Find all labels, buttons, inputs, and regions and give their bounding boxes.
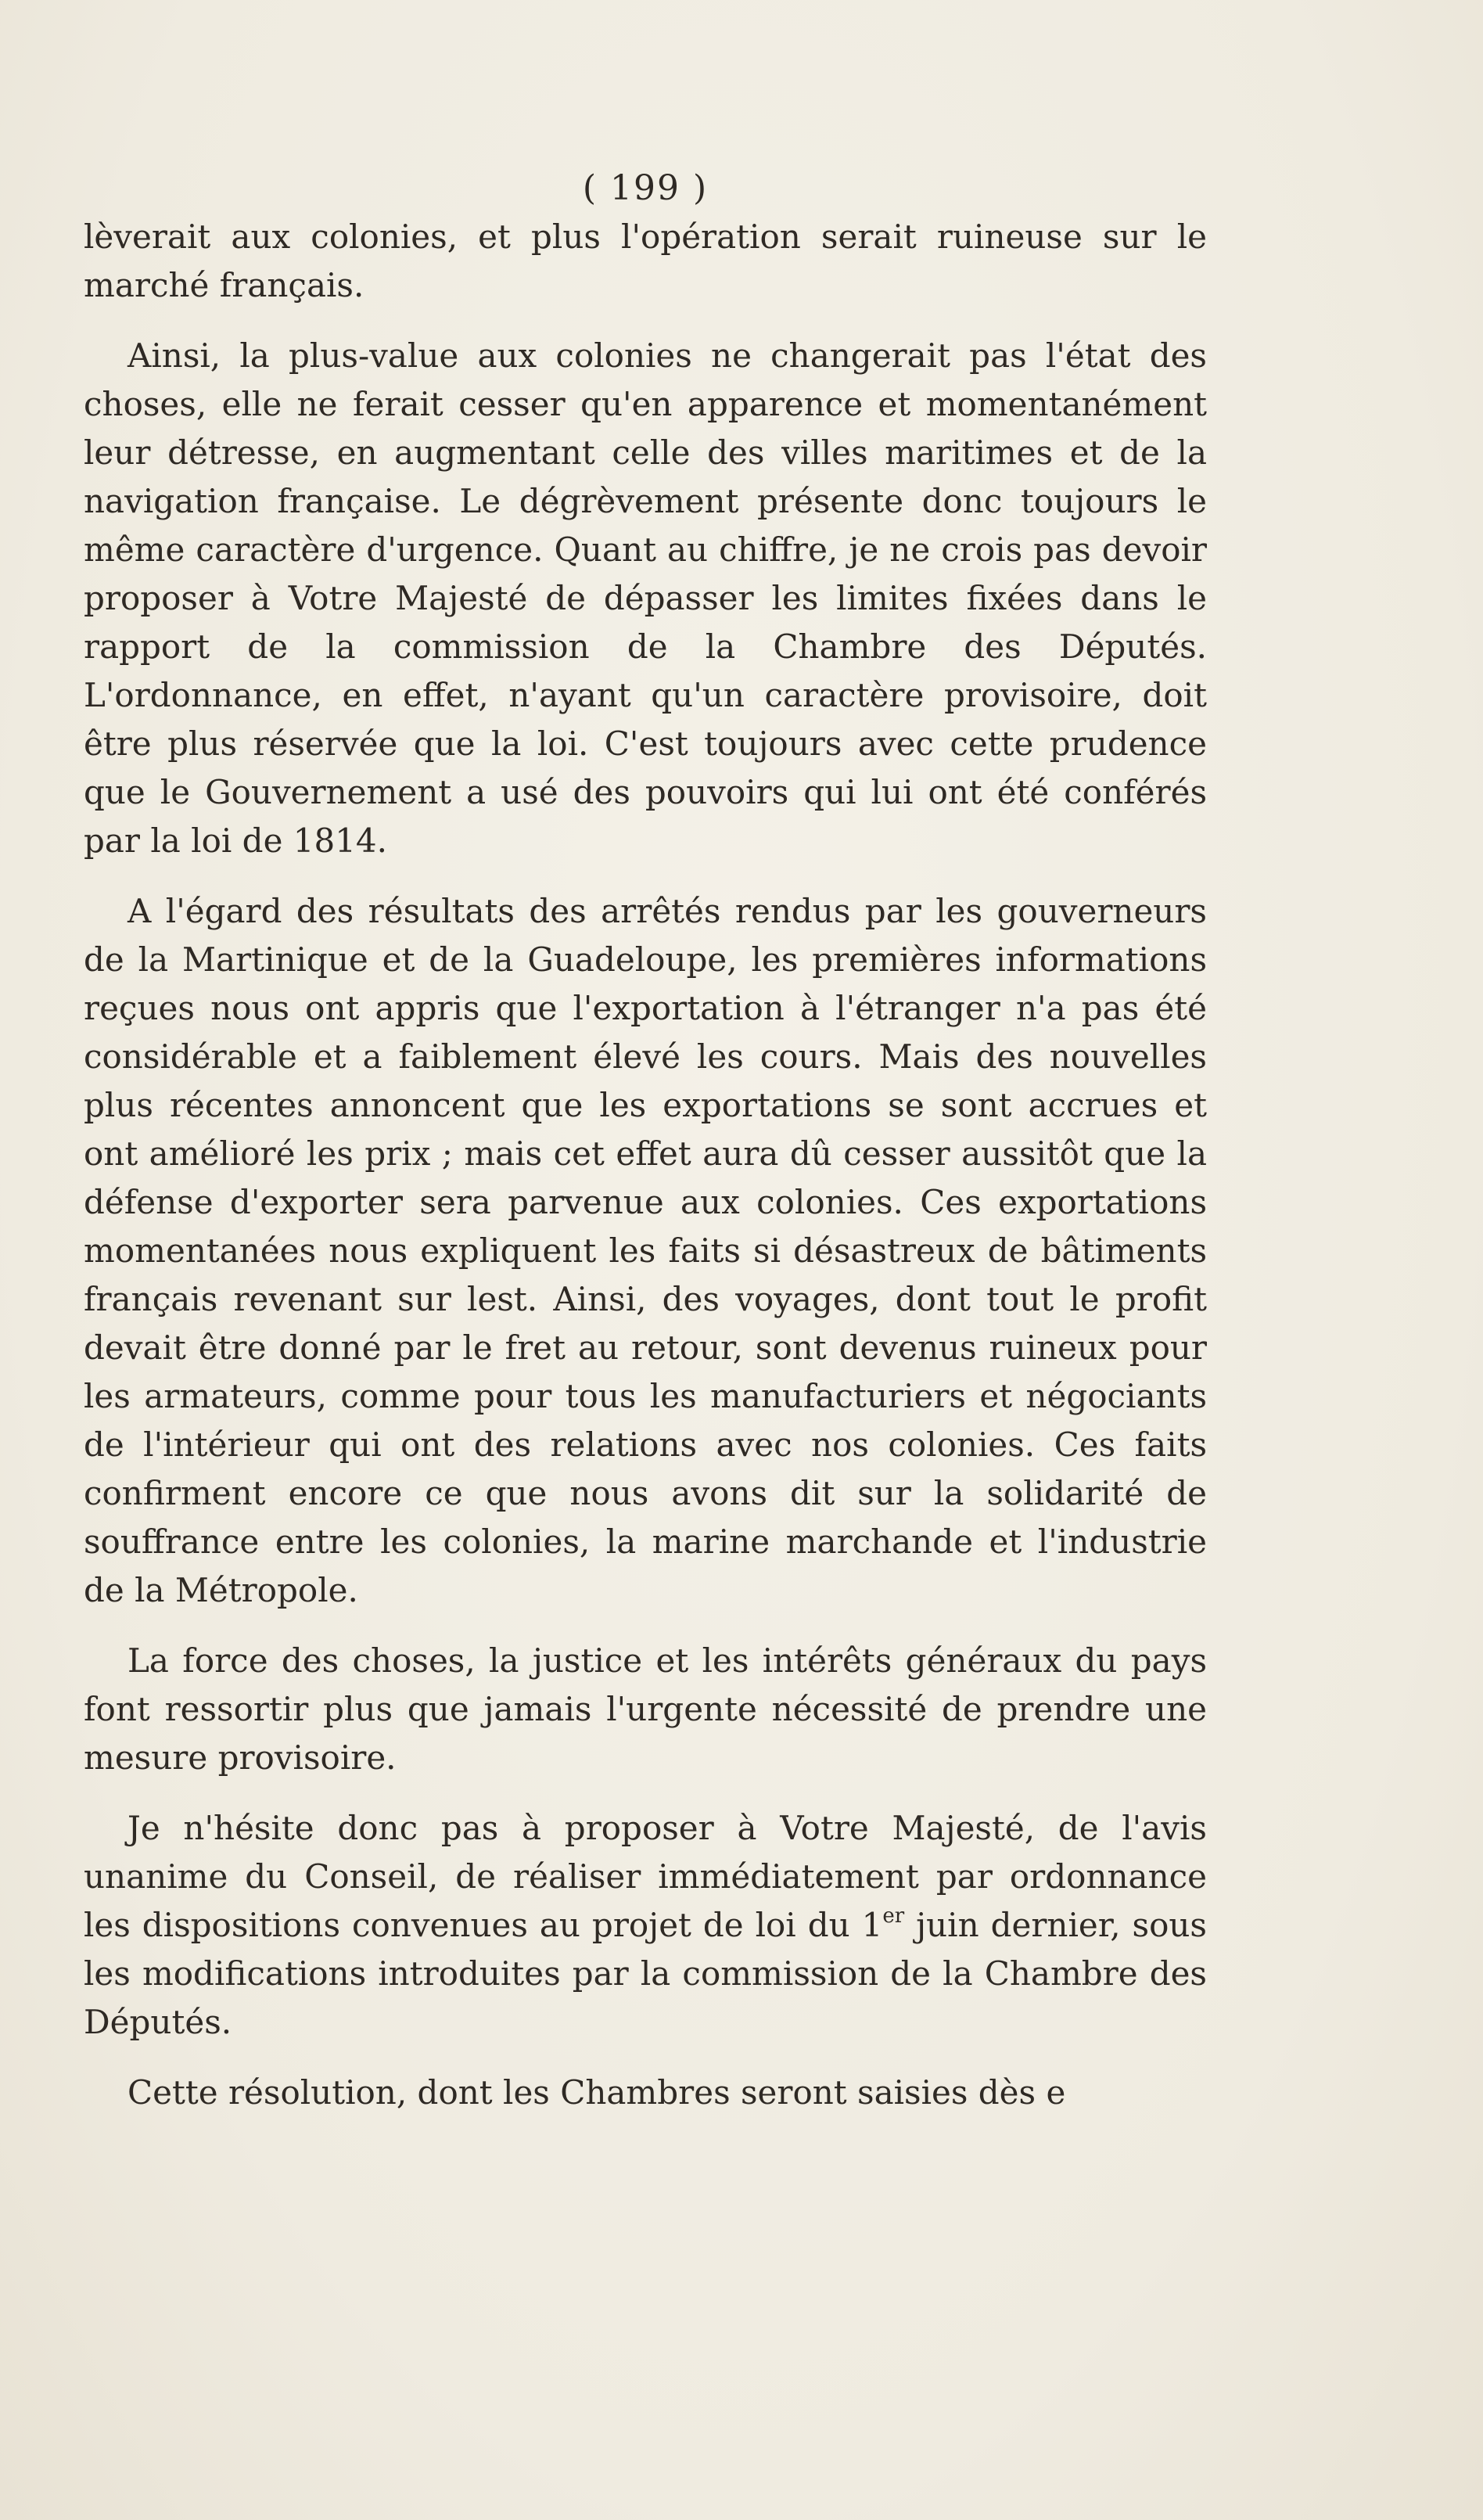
- page-number: ( 199 ): [582, 168, 709, 208]
- proposition-text-after: juin dernier, sous les modifications introduites par la commission de la Chambre des Députés.: [84, 1906, 1207, 2041]
- paragraph-arretes: A l'égard des résultats des arrêtés rendus par les gouverneurs de la Martinique et de la Guadeloupe, les premières informations reçues nous ont appris que l'exportation à l'étranger n'a pas été considérable et a faiblement élevé les cours. Mais des nouvelles plus récentes annoncent que les exportations se sont accrues et ont amélioré les prix ; mais cet effet aura dû cesser aussitôt que la défense d'exporter sera parvenue aux colonies. Ces exportations momentanées nous expliquent les faits si désastreux de bâtiments français revenant sur lest. Ainsi, des voyages, dont tout le profit devait être donné par le fret au retour, sont devenus ruineux pour les armateurs, comme pour tous les manufacturiers et négociants de l'intérieur qui ont des relations avec nos colonies. Ces faits confirment encore ce que nous avons dit sur la solidarité de souffrance entre les colonies, la marine marchande et l'industrie de la Métropole.: [84, 892, 1207, 1609]
- proposition-text-before: Je n'hésite donc pas à proposer à Votre Majesté, de l'avis unanime du Conseil, de réaliser immédiatement par ordonnance les dispositions convenues au projet de loi du 1: [84, 1809, 1207, 1944]
- paragraph-continuation: lèverait aux colonies, et plus l'opération serait ruineuse sur le marché français.: [84, 217, 1207, 304]
- paragraph-proposition: [84, 1804, 1207, 2047]
- paragraph-resolution: Cette résolution, dont les Chambres seront saisies dès e: [127, 2073, 1066, 2112]
- paragraph-plus-value: Ainsi, la plus-value aux colonies ne changerait pas l'état des choses, elle ne ferait cesser qu'en apparence et momentanément leur détresse, en augmentant celle des villes maritimes et de la navigation française. Le dégrèvement présente donc toujours le même caractère d'urgence. Quant au chiffre, je ne crois pas devoir proposer à Votre Majesté de dépasser les limites fixées dans le rapport de la commission de la Chambre des Députés. L'ordonnance, en effet, n'ayant qu'un caractère provisoire, doit être plus réservée que la loi. C'est toujours avec cette prudence que le Gouvernement a usé des pouvoirs qui lui ont été conférés par la loi de 1814.: [84, 336, 1207, 860]
- ordinal-superscript: er: [882, 1904, 905, 1928]
- paragraph-force-des-choses: La force des choses, la justice et les intérêts généraux du pays font ressortir plus que jamais l'urgente nécessité de prendre une mesure provisoire.: [84, 1641, 1207, 1777]
- page-text: [84, 164, 1207, 2139]
